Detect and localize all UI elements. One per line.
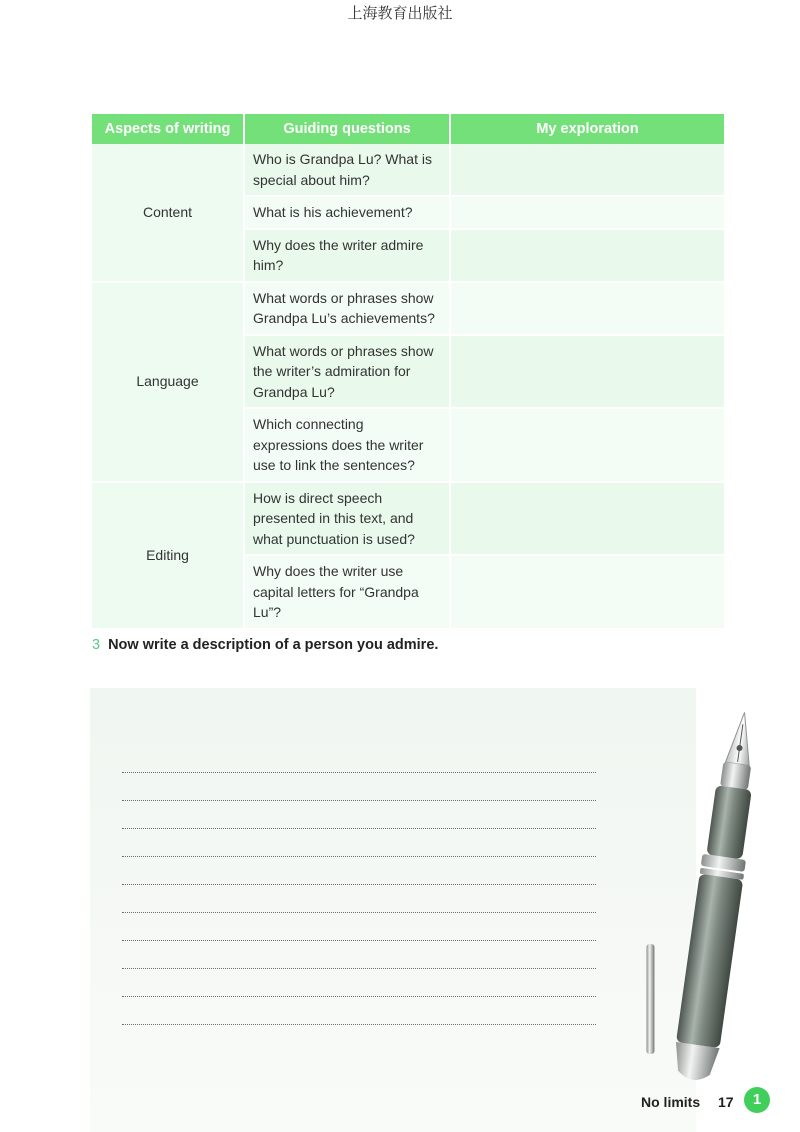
table-header-row: [92, 114, 724, 144]
writing-analysis-table: [92, 114, 724, 630]
guiding-question: What is his achievement?: [244, 196, 450, 229]
fountain-pen-icon: [600, 700, 760, 1100]
exploration-cell[interactable]: [450, 196, 724, 229]
exploration-cell[interactable]: [450, 555, 724, 629]
column-header-aspects: Aspects of writing: [92, 114, 244, 144]
task-instruction: [92, 637, 438, 653]
task-number: 3: [92, 637, 101, 653]
writing-line[interactable]: [122, 1024, 596, 1025]
exploration-cell[interactable]: [450, 408, 724, 482]
exploration-cell[interactable]: [450, 335, 724, 409]
task-text: Now write a description of a person you admire.: [108, 637, 439, 653]
guiding-question: Who is Grandpa Lu? What is special about him?: [244, 144, 450, 196]
exploration-cell[interactable]: [450, 482, 724, 556]
guiding-question: Why does the writer admire him?: [244, 229, 450, 282]
guiding-question: Which connecting expressions does the writer use to link the sentences?: [244, 408, 450, 482]
aspect-editing: Editing: [92, 482, 244, 629]
table-row: [92, 482, 724, 556]
table-row: [92, 282, 724, 335]
guiding-question: What words or phrases show the writer’s admiration for Grandpa Lu?: [244, 335, 450, 409]
guiding-question: Why does the writer use capital letters for “Grandpa Lu”?: [244, 555, 450, 629]
guiding-question: How is direct speech presented in this text, and what punctuation is used?: [244, 482, 450, 556]
writing-line[interactable]: [122, 884, 596, 885]
aspect-content: Content: [92, 144, 244, 282]
writing-line[interactable]: [122, 912, 596, 913]
exploration-cell[interactable]: [450, 282, 724, 335]
exploration-cell[interactable]: [450, 144, 724, 196]
column-header-exploration: My exploration: [450, 114, 724, 144]
unit-number-badge: 1: [744, 1087, 770, 1113]
column-header-questions: Guiding questions: [244, 114, 450, 144]
writing-line[interactable]: [122, 772, 596, 773]
exploration-cell[interactable]: [450, 229, 724, 282]
writing-line[interactable]: [122, 800, 596, 801]
guiding-question: What words or phrases show Grandpa Lu’s achievements?: [244, 282, 450, 335]
writing-line[interactable]: [122, 968, 596, 969]
publisher-header: 上海教育出版社: [347, 4, 453, 22]
writing-line[interactable]: [122, 856, 596, 857]
writing-line[interactable]: [122, 996, 596, 997]
writing-line[interactable]: [122, 940, 596, 941]
writing-line[interactable]: [122, 828, 596, 829]
unit-title: No limits: [641, 1094, 701, 1110]
aspect-language: Language: [92, 282, 244, 482]
page-number: 17: [718, 1094, 734, 1110]
table-row: [92, 144, 724, 196]
